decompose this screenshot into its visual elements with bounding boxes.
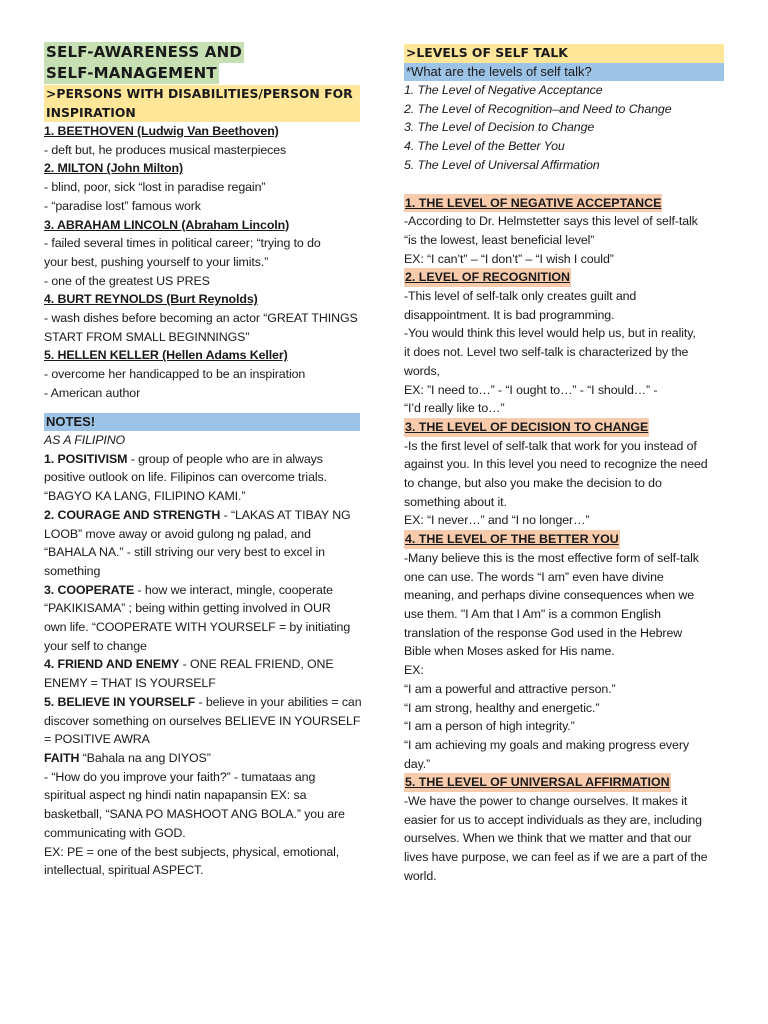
level-text: “is the lowest, least beneficial level” [404, 232, 595, 247]
level-heading: 5. THE LEVEL OF UNIVERSAL AFFIRMATION [404, 773, 671, 792]
person-note: - failed several times in political career; “trying to do [44, 236, 321, 251]
person-note: - “paradise lost” famous work [44, 198, 201, 213]
note-term: 3. COOPERATE [44, 582, 135, 597]
level-text: “I am a person of high integrity.” [404, 719, 575, 734]
person-note: - overcome her handicapped to be an inspiration [44, 367, 306, 382]
person-note: - wash dishes before becoming an actor “GREAT THINGS [44, 311, 358, 326]
notes-subheading: AS A FILIPINO [44, 433, 126, 448]
level-text: -You would think this level would help us, but in reality, [404, 326, 696, 341]
level-text: “I’d really like to…” [404, 401, 505, 416]
level-text: meaning, and perhaps divine consequences when we [404, 588, 695, 603]
pwd-section-header: >PERSONS WITH DISABILITIES/PERSON FOR INSPIRATION [44, 85, 360, 122]
level-text: -Many believe this is the most effective form of self-talk [404, 550, 699, 565]
level-text: use them. "I Am that I Am" is a common English [404, 606, 661, 621]
note-line: “PAKIKISAMA” ; being within getting involved in OUR [44, 601, 331, 616]
person-note: - one of the greatest US PRES [44, 273, 210, 288]
level-text: day.” [404, 756, 431, 771]
note-line: ENEMY = THAT IS YOURSELF [44, 676, 216, 691]
level-text: -We have the power to change ourselves. It makes it [404, 794, 688, 809]
level-list-item: 3. The Level of Decision to Change [404, 120, 595, 135]
person-heading: 5. HELLEN KELLER (Hellen Adams Keller) [44, 348, 288, 363]
level-heading: 3. THE LEVEL OF DECISION TO CHANGE [404, 418, 649, 437]
note-item: 5. BELIEVE IN YOURSELF - believe in your abilities = can [44, 694, 362, 709]
level-text: something about it. [404, 494, 507, 509]
person-heading: 2. MILTON (John Milton) [44, 161, 184, 176]
level-text: disappointment. It is bad programming. [404, 307, 615, 322]
person-note: START FROM SMALL BEGINNINGS” [44, 329, 250, 344]
level-text: Bible when Moses asked for His name. [404, 644, 615, 659]
left-column [44, 42, 364, 880]
note-line: LOOB” move away or avoid gulong ng palad, and [44, 526, 311, 541]
note-line: positive outlook on life. Filipinos can overcome trials. [44, 470, 327, 485]
notes-header: NOTES! [44, 413, 360, 432]
note-term: FAITH [44, 751, 80, 765]
levels-header: >LEVELS OF SELF TALK [404, 44, 724, 63]
level-text: “I am achieving my goals and making progress every [404, 737, 689, 752]
person-note: - blind, poor, sick “lost in paradise regain” [44, 180, 266, 195]
level-text: EX: ”I need to…” - “I ought to…” - “I should…” - [404, 382, 658, 397]
level-text: “I am strong, healthy and energetic.” [404, 700, 600, 715]
note-line: own life. “COOPERATE WITH YOURSELF = by initiating [44, 620, 351, 635]
title-line-2: SELF-MANAGEMENT [46, 64, 217, 82]
level-section-4 [404, 530, 728, 773]
note-item: 1. POSITIVISM - group of people who are in always [44, 451, 323, 466]
level-section-2 [404, 268, 728, 418]
level-text: against you. In this level you need to recognize the need [404, 457, 708, 472]
level-list-item: 2. The Level of Recognition–and Need to Change [404, 101, 672, 116]
note-line: something [44, 563, 101, 578]
note-item: 2. COURAGE AND STRENGTH - “LAKAS AT TIBAY NG [44, 507, 351, 522]
level-text: EX: “I can’t” – “I don’t” – “I wish I could” [404, 251, 614, 266]
title-line-1: SELF-AWARENESS AND [46, 43, 242, 61]
note-item: 4. FRIEND AND ENEMY - ONE REAL FRIEND, ONE [44, 657, 334, 672]
level-text: to change, but also you make the decision to do [404, 476, 662, 491]
note-term: 4. FRIEND AND ENEMY [44, 657, 180, 672]
note-term: 2. COURAGE AND STRENGTH [44, 507, 221, 522]
note-item: 3. COOPERATE - how we interact, mingle, cooperate [44, 582, 333, 597]
levels-list [404, 81, 728, 175]
note-term: 5. BELIEVE IN YOURSELF [44, 694, 196, 709]
level-section-1 [404, 194, 728, 269]
note-line: basketball, “SANA PO MASHOOT ANG BOLA.” you are [44, 807, 345, 822]
level-text: lives have purpose, we can feel as if we are a part of the [404, 850, 708, 865]
page-title [44, 42, 364, 84]
person-note: - American author [44, 385, 141, 400]
note-line: your self to change [44, 638, 147, 653]
note-term: 1. POSITIVISM [44, 451, 128, 466]
note-line: - “How do you improve your faith?” - tumataas ang [44, 769, 316, 784]
note-line: = POSITIVE AWRA [44, 732, 150, 747]
level-heading: 4. THE LEVEL OF THE BETTER YOU [404, 530, 620, 549]
note-line: spiritual aspect ng hindi natin napapansin EX: sa [44, 788, 307, 803]
person-heading: 3. ABRAHAM LINCOLN (Abraham Lincoln) [44, 217, 290, 232]
level-list-item: 1. The Level of Negative Acceptance [404, 83, 603, 97]
note-line: “BAHALA NA.” - still striving our very best to excel in [44, 545, 325, 560]
level-text: world. [404, 868, 437, 883]
person-heading: 1. BEETHOVEN (Ludwig Van Beethoven) [44, 124, 279, 138]
note-item: FAITH “Bahala na ang DIYOS” [44, 751, 211, 765]
note-line: discover something on ourselves BELIEVE IN YOURSELF [44, 713, 361, 728]
level-text: it does not. Level two self-talk is characterized by the [404, 345, 689, 360]
level-text: one can use. The words “I am” even have divine [404, 569, 664, 584]
levels-question: *What are the levels of self talk? [404, 63, 724, 82]
level-text: EX: “I never…” and “I no longer…” [404, 513, 590, 528]
level-text: -According to Dr. Helmstetter says this level of self-talk [404, 214, 698, 229]
level-text: -Is the first level of self-talk that work for you instead of [404, 438, 697, 453]
people-list [44, 122, 364, 403]
level-list-item: 5. The Level of Universal Affirmation [404, 157, 600, 172]
note-line: communicating with GOD. [44, 825, 186, 840]
level-heading: 1. THE LEVEL OF NEGATIVE ACCEPTANCE [404, 194, 662, 213]
level-text: EX: [404, 663, 424, 678]
level-heading: 2. LEVEL OF RECOGNITION [404, 268, 571, 287]
right-column [404, 44, 728, 886]
person-heading: 4. BURT REYNOLDS (Burt Reynolds) [44, 292, 258, 307]
level-list-item: 4. The Level of the Better You [404, 139, 565, 154]
level-text: -This level of self-talk only creates guilt and [404, 289, 637, 304]
note-line: “BAGYO KA LANG, FILIPINO KAMI.” [44, 489, 246, 504]
note-line: intellectual, spiritual ASPECT. [44, 863, 204, 878]
level-text: words, [404, 363, 440, 378]
level-text: easier for us to accept individuals as they are, including [404, 812, 702, 827]
level-section-3 [404, 418, 728, 530]
person-note: your best, pushing yourself to your limits.” [44, 254, 269, 269]
note-line: EX: PE = one of the best subjects, physical, emotional, [44, 844, 340, 859]
level-text: ourselves. When we think that we matter and that our [404, 831, 692, 846]
level-text: “I am a powerful and attractive person.” [404, 681, 616, 696]
notes-list [44, 450, 364, 880]
level-section-5 [404, 773, 728, 885]
person-note: - deft but, he produces musical masterpieces [44, 142, 287, 157]
level-text: translation of the response God used in the Hebrew [404, 625, 683, 640]
